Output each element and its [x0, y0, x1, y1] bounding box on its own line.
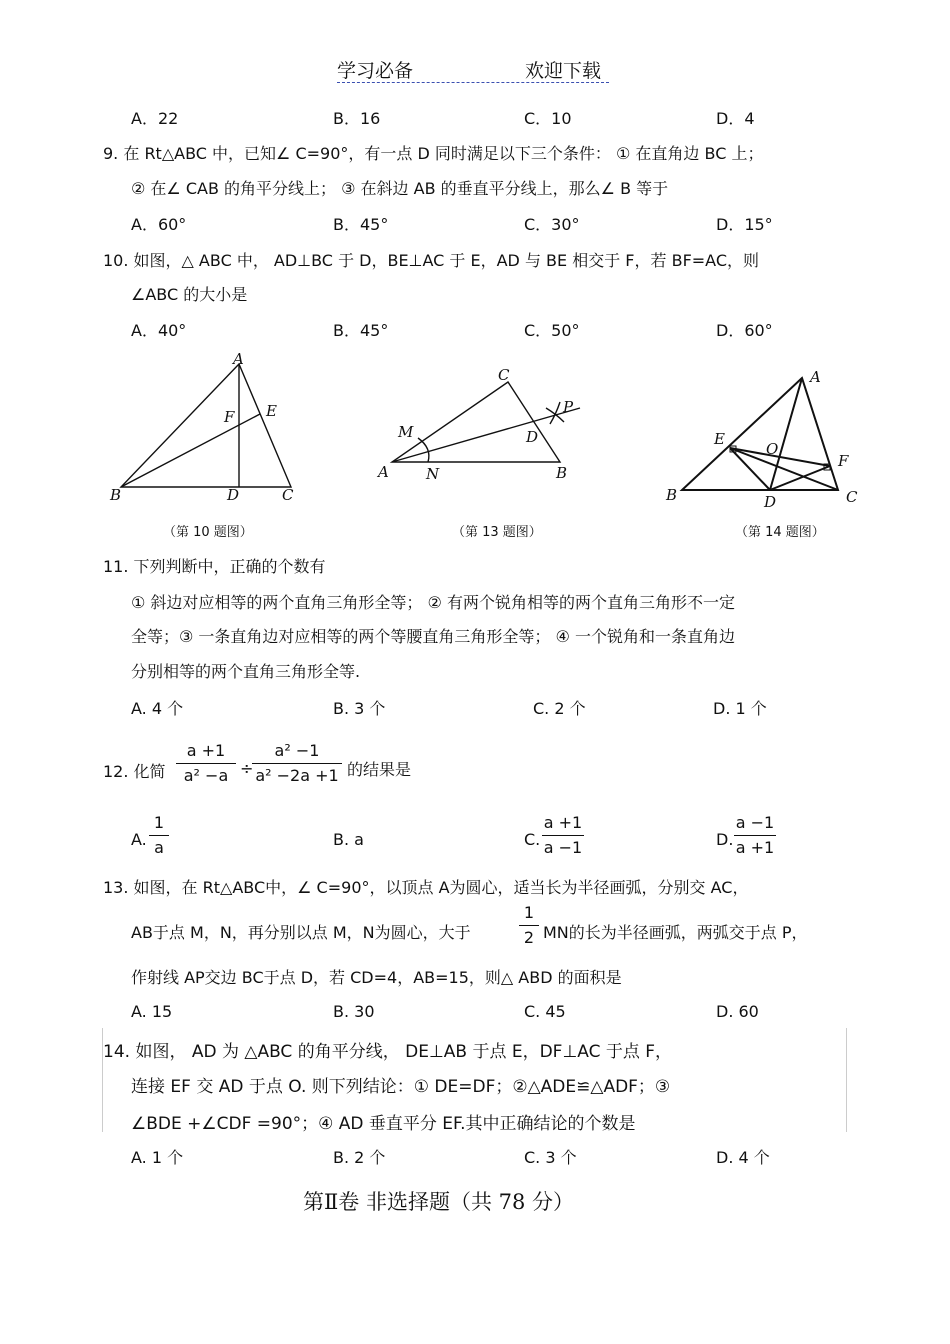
q13-option-c: C. 45: [524, 1002, 566, 1021]
q13-half-den: 2: [523, 928, 535, 947]
fig10-label-a: A: [233, 350, 244, 368]
fig13-label-p: P: [563, 398, 574, 416]
fig13-arc-p2: [550, 402, 560, 424]
fraction-bar: [149, 835, 169, 836]
q9-option-a: A．60°: [131, 215, 187, 234]
q13-option-d: D. 60: [716, 1002, 759, 1021]
q9-option-c: C．30°: [524, 215, 580, 234]
q13-option-b: B. 30: [333, 1002, 375, 1021]
q10-option-d: D．60°: [716, 321, 773, 340]
q14-right-rule: [846, 1028, 847, 1132]
fig10-label-b: B: [110, 486, 122, 504]
q13-half-num: 1: [523, 903, 535, 922]
q12-option-c-den: a −1: [543, 838, 583, 857]
fig10-label-e: E: [266, 402, 277, 420]
q12-frac2-den: a² −2a +1: [255, 766, 339, 785]
q8-option-b: B．16: [333, 109, 381, 128]
q11-option-a: A. 4 个: [131, 699, 184, 718]
q12-option-d-label: D.: [716, 830, 734, 849]
fraction-bar: [176, 763, 236, 764]
q12-option-d-fraction: [734, 812, 776, 859]
fig14-label-f: F: [838, 452, 849, 470]
q13-option-a: A. 15: [131, 1002, 173, 1021]
q10-option-b: B．45°: [333, 321, 389, 340]
fig14-label-d: D: [764, 493, 777, 511]
figure-10-caption: （第 10 题图）: [163, 525, 253, 540]
header-left: 学习必备: [337, 60, 414, 82]
q12-fraction-2: [252, 740, 342, 787]
q14-line1: 14. 如图， AD 为 △ABC 的角平分线， DE⊥AB 于点 E，DF⊥AC 于点 F，: [103, 1042, 673, 1062]
q12-option-c-fraction: [542, 812, 584, 859]
q12-frac1-den: a² −a: [183, 766, 229, 785]
q9-line2: ② 在∠ CAB 的角平分线上； ③ 在斜边 AB 的垂直平分线上，那么∠ B 等于: [131, 179, 669, 198]
q8-option-c: C．10: [524, 109, 572, 128]
fig10-triangle: [121, 364, 291, 487]
figure-14-caption: （第 14 题图）: [735, 525, 825, 540]
fig10-label-d: D: [227, 486, 240, 504]
fig13-triangle: [392, 382, 560, 462]
fraction-bar: [252, 763, 342, 764]
figure-13: [370, 362, 590, 492]
q12-option-d-num: a −1: [735, 813, 775, 832]
fig13-label-b: B: [556, 464, 568, 482]
q12-option-c-label: C.: [524, 830, 541, 849]
q12-divide-op: ÷: [240, 759, 254, 778]
fig13-arc-center-a: [418, 438, 429, 462]
q12-option-d-den: a +1: [735, 838, 775, 857]
fig13-label-a: A: [378, 463, 389, 481]
fig13-ray-ap: [392, 408, 580, 462]
fig10-label-f: F: [224, 408, 235, 426]
q13-line2b: MN的长为半径画弧，两弧交于点 P，: [543, 923, 808, 942]
q10-option-a: A．40°: [131, 321, 187, 340]
q11-option-d: D. 1 个: [713, 699, 767, 718]
fig14-label-o: O: [766, 440, 779, 458]
q14-option-b: B. 2 个: [333, 1148, 386, 1167]
q14-option-a: A. 1 个: [131, 1148, 184, 1167]
q12-option-a-den: a: [154, 838, 164, 857]
q14-line3: ∠BDE +∠CDF =90°；④ AD 垂直平分 EF.其中正确结论的个数是: [131, 1114, 636, 1134]
q12-suffix: 的结果是: [347, 760, 412, 779]
q12-fraction-1: [176, 740, 236, 787]
q9-option-d: D．15°: [716, 215, 773, 234]
q12-option-b: B. a: [333, 830, 364, 849]
fig13-label-n: N: [426, 465, 440, 483]
q11-line4: 分别相等的两个直角三角形全等.: [131, 662, 361, 681]
q14-option-c: C. 3 个: [524, 1148, 577, 1167]
q14-option-d: D. 4 个: [716, 1148, 770, 1167]
fig14-label-b: B: [666, 486, 678, 504]
q10-line1: 10. 如图，△ ABC 中， AD⊥BC 于 D，BE⊥AC 于 E，AD 与 BE 相交于 F，若 BF=AC，则: [103, 251, 760, 270]
fig14-label-a: A: [810, 368, 821, 386]
q12-option-a-num: 1: [153, 813, 165, 832]
q9-line1: 9. 在 Rt△ABC 中，已知∠ C=90°，有一点 D 同时满足以下三个条件： ① 在直角边 BC 上；: [103, 144, 764, 163]
q12-option-a-label: A.: [131, 830, 147, 849]
fig14-label-c: C: [846, 488, 858, 506]
fig13-label-c: C: [498, 366, 510, 384]
fraction-bar: [519, 925, 539, 926]
page-header: [337, 56, 609, 83]
figure-14: [660, 362, 870, 512]
q13-half-fraction: [519, 902, 539, 949]
fig14-label-e: E: [714, 430, 725, 448]
q10-option-c: C．50°: [524, 321, 580, 340]
q12-frac1-num: a +1: [186, 741, 226, 760]
q9-option-b: B．45°: [333, 215, 389, 234]
q12-prefix: 12. 化简: [103, 762, 166, 781]
fig14-line-df: [770, 466, 830, 490]
q11-line2: ① 斜边对应相等的两个直角三角形全等； ② 有两个锐角相等的两个直角三角形不一定: [131, 593, 735, 612]
fig13-label-d: D: [526, 428, 539, 446]
q12-option-c-num: a +1: [543, 813, 583, 832]
fig10-label-c: C: [282, 486, 294, 504]
fraction-bar: [542, 835, 584, 836]
q11-option-b: B. 3 个: [333, 699, 386, 718]
q12-frac2-num: a² −1: [274, 741, 320, 760]
q12-option-a-fraction: [149, 812, 169, 859]
q13-line1: 13. 如图，在 Rt△ABC中，∠ C=90°，以顶点 A为圆心，适当长为半径画弧，分别交 AC，: [103, 878, 749, 897]
q11-line1: 11. 下列判断中，正确的个数有: [103, 557, 326, 576]
fig13-label-m: M: [398, 423, 414, 441]
q8-option-a: A．22: [131, 109, 179, 128]
q11-line3: 全等；③ 一条直角边对应相等的两个等腰直角三角形全等； ④ 一个锐角和一条直角边: [131, 627, 735, 646]
q10-line2: ∠ABC 的大小是: [131, 285, 248, 304]
q13-line2a: AB于点 M，N，再分别以点 M，N为圆心，大于: [131, 923, 471, 942]
fraction-bar: [734, 835, 776, 836]
q13-line3: 作射线 AP交边 BC于点 D，若 CD=4，AB=15，则△ ABD 的面积是: [131, 968, 622, 987]
section-title: 第Ⅱ卷 非选择题（共 78 分）: [303, 1190, 575, 1214]
header-right: 欢迎下载: [525, 60, 602, 82]
figure-13-caption: （第 13 题图）: [452, 525, 542, 540]
q11-option-c: C. 2 个: [533, 699, 586, 718]
q14-line2: 连接 EF 交 AD 于点 O. 则下列结论：① DE=DF；②△ADE≌△ADF；③: [131, 1077, 671, 1097]
q8-option-d: D．4: [716, 109, 755, 128]
figure-10: [100, 350, 310, 510]
